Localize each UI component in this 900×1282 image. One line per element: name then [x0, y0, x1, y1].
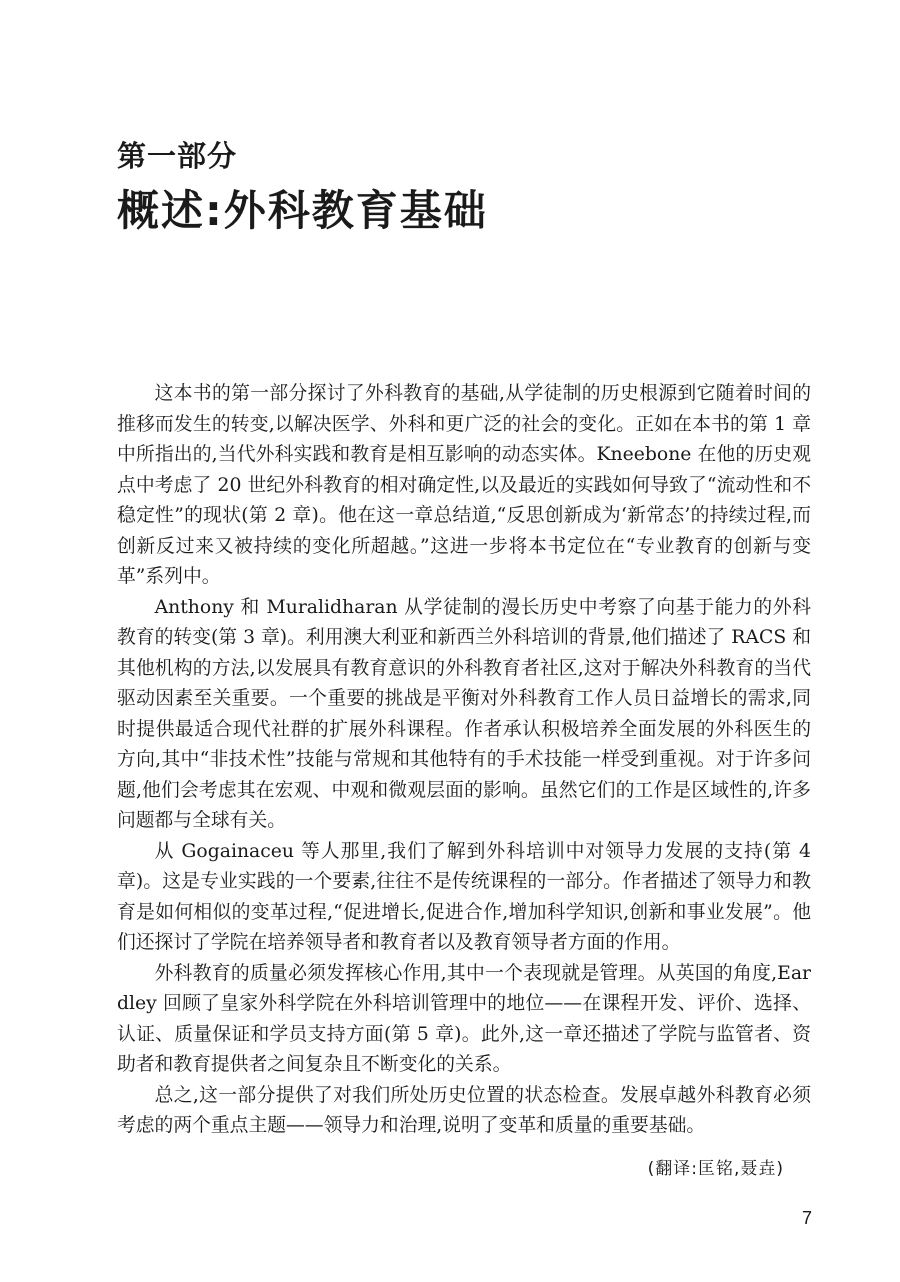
paragraph-4: 外科教育的质量必须发挥核心作用,其中一个表现就是管理。从英国的角度,Eardley 回顾了皇家外科学院在外科培训管理中的地位——在课程开发、评价、选择、认证、质量保证和学员支持方面(第 5 章)。此外,这一章还描述了学院与监管者、资助者和教育提供者之间复杂且不断变化的关系。: [117, 962, 811, 1075]
paragraph-1: 这本书的第一部分探讨了外科教育的基础,从学徒制的历史根源到它随着时间的推移而发生的转变,以解决医学、外科和更广泛的社会的变化。正如在本书的第 1 章中所指出的,当代外科实践和教育是相互影响的动态实体。Kneebone 在他的历史观点中考虑了 20 世纪外科教育的相对确定性,以及最近的实践如何导致了“流动性和不稳定性”的现状(第 2 章)。他在这一章总结道,“反思创新成为‘新常态’的持续过程,而创新反过来又被持续的变化所超越。”这进一步将本书定位在“专业教育的创新与变革”系列中。: [117, 383, 811, 587]
paragraph-2: Anthony 和 Muralidharan 从学徒制的漫长历史中考察了向基于能力的外科教育的转变(第 3 章)。利用澳大利亚和新西兰外科培训的背景,他们描述了 RACS 和其他机构的方法,以发展具有教育意识的外科教育者社区,这对于解决外科教育的当代驱动因素至关重要。一个重要的挑战是平衡对外科教育工作人员日益增长的需求,同时提供最适合现代社群的扩展外科课程。作者承认积极培养全面发展的外科医生的方向,其中“非技术性”技能与常规和其他特有的手术技能一样受到重视。对于许多问题,他们会考虑其在宏观、中观和微观层面的影响。虽然它们的工作是区域性的,许多问题都与全球有关。: [117, 596, 811, 831]
part-title: 概述:外科教育基础: [117, 186, 488, 235]
body-text: [117, 379, 811, 1142]
paragraph-5: 总之,这一部分提供了对我们所处历史位置的状态检查。发展卓越外科教育必须考虑的两个重点主题——领导力和治理,说明了变革和质量的重要基础。: [117, 1084, 811, 1136]
translator-credit: (翻译:匡铭,聂垚): [647, 1159, 784, 1179]
page-number: 7: [801, 1208, 812, 1228]
paragraph-3: 从 Gogainaceu 等人那里,我们了解到外科培训中对领导力发展的支持(第 4 章)。这是专业实践的一个要素,往往不是传统课程的一部分。作者描述了领导力和教育是如何相似的变革过程,“促进增长,促进合作,增加科学知识,创新和事业发展”。他们还探讨了学院在培养领导者和教育者以及教育领导者方面的作用。: [117, 840, 811, 953]
part-label: 第一部分: [117, 139, 238, 173]
